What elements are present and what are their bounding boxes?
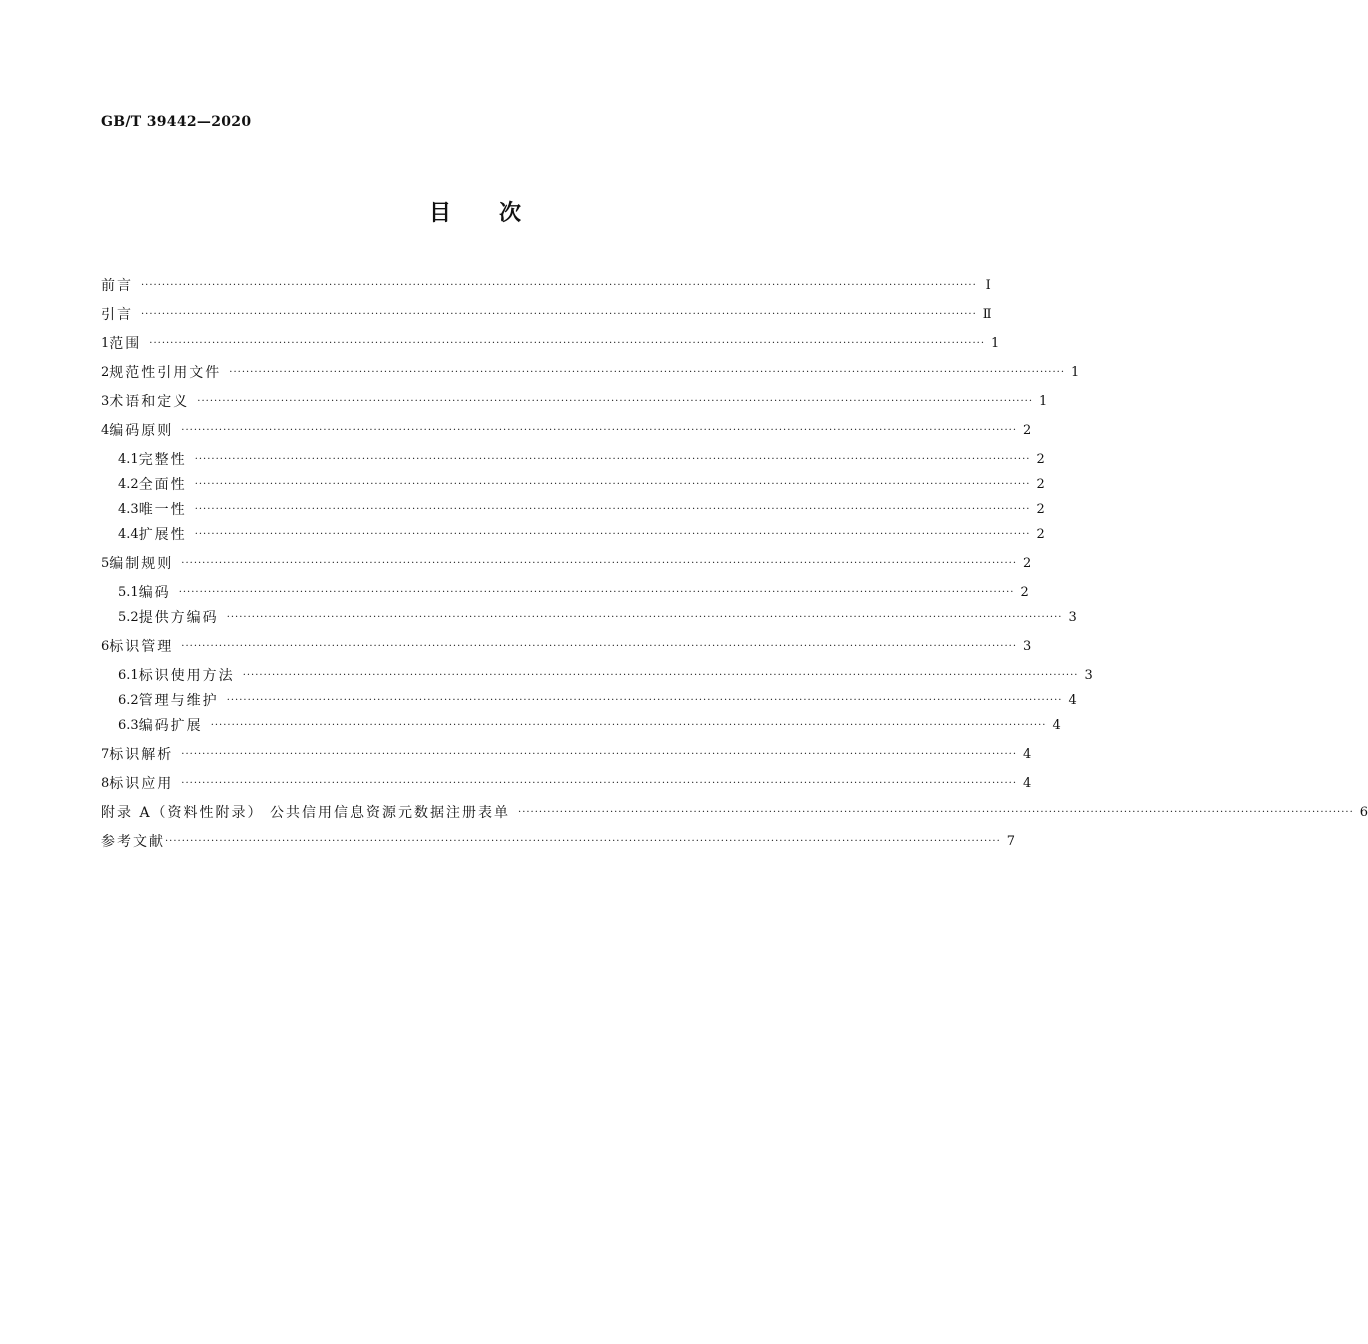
toc-entry[interactable] <box>101 773 1032 793</box>
dot-leader: ········································································································································································································ <box>194 478 1031 490</box>
toc-entry-label: 管理与维护 <box>138 693 219 709</box>
toc-entry[interactable] <box>101 420 1032 440</box>
toc-entry-number: 6 <box>101 638 110 654</box>
toc-entry-label: 编制规则 <box>109 556 174 572</box>
page-title: 目次 <box>428 200 569 226</box>
toc-entry-page: 2 <box>1036 526 1045 542</box>
toc-entry-number: 1 <box>101 335 110 351</box>
toc-entry-label: 标识使用方法 <box>138 668 235 684</box>
toc-entry-page: 1 <box>991 335 1000 351</box>
toc-entry[interactable] <box>101 391 1048 411</box>
toc-entry[interactable] <box>118 715 1061 735</box>
dot-leader: ········································································································································································································ <box>226 611 1063 623</box>
toc-entry-page: 4 <box>1052 717 1061 733</box>
standard-number: GB/T 39442—2020 <box>101 114 252 130</box>
toc-entry-label: 全面性 <box>138 477 187 493</box>
dot-leader: ········································································································································································································ <box>178 586 1015 598</box>
toc-entry-page: 1 <box>1039 393 1048 409</box>
toc-entry[interactable] <box>118 582 1029 602</box>
dot-leader: ········································································································································································································ <box>194 453 1031 465</box>
toc-entry-label: 标识管理 <box>109 639 174 655</box>
toc-entry-label: 完整性 <box>138 452 187 468</box>
dot-leader: ········································································································································································································ <box>165 835 1001 847</box>
toc-entry-label: 标识应用 <box>109 776 174 792</box>
dot-leader: ········································································································································································································ <box>226 694 1063 706</box>
toc-entry-label: 编码扩展 <box>138 718 203 734</box>
toc-entry[interactable] <box>118 449 1045 469</box>
toc-entry-label: 标识解析 <box>109 747 174 763</box>
dot-leader: ········································································································································································································ <box>194 528 1031 540</box>
toc-entry-label: 规范性引用文件 <box>109 365 222 381</box>
toc-entry[interactable] <box>118 607 1077 627</box>
toc-entry[interactable] <box>101 362 1080 382</box>
dot-leader: ········································································································································································································ <box>518 806 1354 818</box>
toc-entry-page: 4 <box>1068 692 1077 708</box>
toc-entry-number: 6.2 <box>118 692 139 708</box>
toc-entry-number: 5.1 <box>118 584 139 600</box>
toc-entry[interactable] <box>101 802 1368 822</box>
toc-entry-number: 4.4 <box>118 526 139 542</box>
toc-entry[interactable] <box>118 499 1045 519</box>
toc-entry[interactable] <box>118 524 1045 544</box>
toc-entry-number: 2 <box>101 364 110 380</box>
toc-entry-label: 编码原则 <box>109 423 174 439</box>
toc-entry[interactable] <box>118 665 1093 685</box>
toc-entry-number: 3 <box>101 393 110 409</box>
dot-leader: ········································································································································································································ <box>181 557 1018 569</box>
dot-leader: ········································································································································································································ <box>197 395 1034 407</box>
toc-entry-label: 编码 <box>138 585 171 601</box>
toc-entry-number: 5.2 <box>118 609 139 625</box>
toc-entry-page: 3 <box>1023 638 1032 654</box>
toc-entry-page: 2 <box>1023 422 1032 438</box>
toc-entry-page: Ⅱ <box>982 306 992 322</box>
dot-leader: ········································································································································································································ <box>181 424 1018 436</box>
toc-entry[interactable] <box>101 304 992 324</box>
toc-entry-label: 提供方编码 <box>138 610 219 626</box>
toc-entry-number: 4.1 <box>118 451 139 467</box>
toc-entry-label: 扩展性 <box>138 527 187 543</box>
toc-entry-number: 4.3 <box>118 501 139 517</box>
dot-leader: ········································································································································································································ <box>149 337 986 349</box>
toc-entry-page: 1 <box>1071 364 1080 380</box>
toc-entry-number: 6.3 <box>118 717 139 733</box>
toc-entry-page: 7 <box>1006 833 1016 849</box>
toc-entry[interactable] <box>101 275 991 295</box>
dot-leader: ········································································································································································································ <box>181 777 1018 789</box>
toc-entry-page: 4 <box>1023 746 1032 762</box>
toc-entry[interactable] <box>101 553 1032 573</box>
toc-entry-page: 2 <box>1036 451 1045 467</box>
toc-entry-label: 前言 <box>101 278 133 294</box>
toc-entry-page: 4 <box>1023 775 1032 791</box>
toc-entry[interactable] <box>118 690 1077 710</box>
toc-entry-page: 6 <box>1359 804 1368 820</box>
toc-entry-label: 参考文献 <box>101 834 165 850</box>
toc-entry[interactable] <box>101 333 1000 353</box>
dot-leader: ········································································································································································································ <box>210 719 1047 731</box>
toc-entry-page: Ⅰ <box>985 277 991 293</box>
dot-leader: ········································································································································································································ <box>141 279 977 291</box>
dot-leader: ········································································································································································································ <box>242 669 1079 681</box>
toc-entry-label: 附录 A（资料性附录） 公共信用信息资源元数据注册表单 <box>101 805 511 821</box>
toc-entry-page: 2 <box>1036 501 1045 517</box>
toc-entry-label: 范围 <box>109 336 142 352</box>
dot-leader: ········································································································································································································ <box>194 503 1031 515</box>
toc-entry-page: 3 <box>1084 667 1093 683</box>
toc-entry-number: 8 <box>101 775 110 791</box>
dot-leader: ········································································································································································································ <box>141 308 977 320</box>
toc-entry-page: 2 <box>1023 555 1032 571</box>
toc-entry-page: 2 <box>1036 476 1045 492</box>
toc-entry-page: 3 <box>1068 609 1077 625</box>
toc-entry-number: 5 <box>101 555 110 571</box>
toc-entry[interactable] <box>101 744 1032 764</box>
toc-entry-number: 7 <box>101 746 110 762</box>
toc-entry-label: 唯一性 <box>138 502 187 518</box>
toc-entry[interactable] <box>118 474 1045 494</box>
dot-leader: ········································································································································································································ <box>229 366 1066 378</box>
toc-entry-number: 4 <box>101 422 110 438</box>
toc-entry[interactable] <box>101 831 1016 851</box>
toc-entry-number: 4.2 <box>118 476 139 492</box>
dot-leader: ········································································································································································································ <box>181 640 1018 652</box>
toc-entry[interactable] <box>101 636 1032 656</box>
toc-entry-label: 术语和定义 <box>109 394 190 410</box>
dot-leader: ········································································································································································································ <box>181 748 1018 760</box>
toc-entry-page: 2 <box>1020 584 1029 600</box>
toc-entry-label: 引言 <box>101 307 133 323</box>
toc-entry-number: 6.1 <box>118 667 139 683</box>
